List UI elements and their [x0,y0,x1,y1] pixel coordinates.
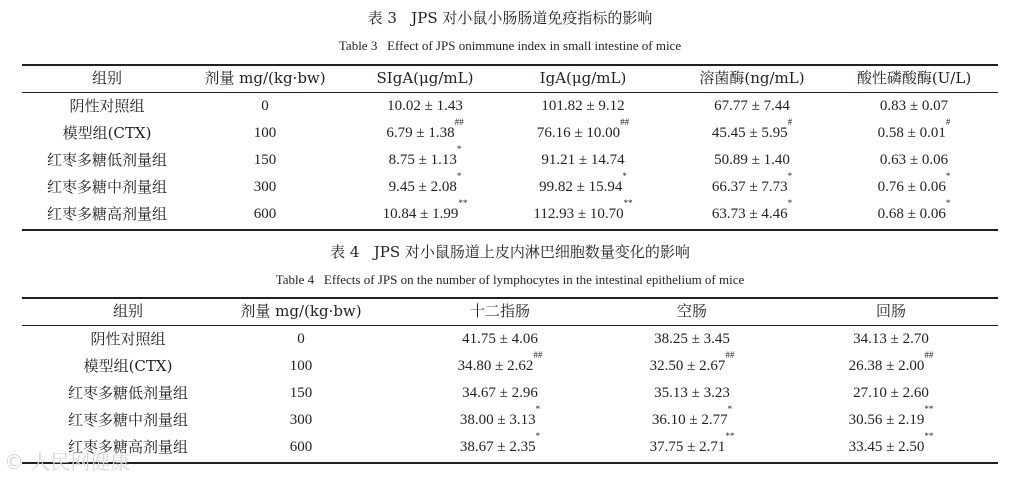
table3-header-0: 组别 [91,69,122,87]
table3-header-5: 酸性磷酸酶(U/L) [856,69,972,87]
table3-cell-r4-c0: 红枣多糖高剂量组 [46,205,167,223]
significance-mark: * [456,171,462,181]
table3-cell-r0-c2: 10.02 ± 1.43 [387,98,463,114]
significance-mark: # [787,117,793,127]
table3-cell-r0-c3: 101.82 ± 9.12 [541,98,625,114]
table3-cell-r1-c5: 0.58 ± 0.01# [877,117,951,141]
table4-cell-r1-c4: 26.38 ± 2.00## [848,350,934,374]
table3-header-4: 溶菌酶(ng/mL) [699,69,805,87]
table4-cell-r3-c3: 36.10 ± 2.77* [651,404,733,428]
table4-header-2: 十二指肠 [469,302,530,320]
significance-mark: * [622,171,627,181]
table4-cell-r2-c3: 35.13 ± 3.23 [654,385,730,401]
table4-header-1: 剂量 mg/(kg·bw) [240,302,362,320]
table4-cell-r2-c1: 150 [289,385,313,401]
table3-cell-r2-c0: 红枣多糖低剂量组 [46,151,167,169]
table3-cell-r0-c4: 67.77 ± 7.44 [714,98,790,114]
significance-mark: ## [533,350,543,360]
significance-mark: # [945,117,951,127]
table4-header-3: 空肠 [676,302,707,320]
table4-title-en: Table 4 Effects of JPS on the number of lymphocytes in the intestinal epithelium of mice [275,272,745,287]
table3-cell-r2-c2: 8.75 ± 1.13* [388,144,462,168]
significance-mark: ## [725,350,735,360]
significance-mark: ** [623,198,633,208]
table4-header-4: 回肠 [875,302,906,320]
table4-cell-r3-c1: 300 [289,412,313,428]
table4-cell-r1-c3: 32.50 ± 2.67## [649,350,735,374]
table4-bottom-rule [22,462,998,464]
significance-mark: * [945,198,951,208]
table4-cell-r4-c2: 38.67 ± 2.35* [459,431,541,455]
significance-mark: * [727,404,733,414]
table3-cell-r4-c1: 600 [253,206,277,222]
table4-cell-r0-c2: 41.75 ± 4.06 [462,331,538,347]
watermark: © 人民网健康 [4,450,131,474]
table3-cell-r2-c5: 0.63 ± 0.06 [879,152,949,168]
table4-cell-r2-c0: 红枣多糖低剂量组 [67,384,188,402]
table3-cell-r3-c1: 300 [253,179,277,195]
significance-mark: ** [924,431,934,441]
table4-cell-r0-c1: 0 [297,331,305,347]
table3-cell-r4-c2: 10.84 ± 1.99** [382,198,468,222]
significance-mark: ## [454,117,464,127]
table3-cell-r2-c3: 91.21 ± 14.74 [541,152,625,168]
table3-header-1: 剂量 mg/(kg·bw) [204,69,326,87]
table4-cell-r2-c2: 34.67 ± 2.96 [462,385,538,401]
table3-cell-r3-c4: 66.37 ± 7.73* [711,171,793,195]
table4-cell-r4-c1: 600 [289,439,313,455]
table3-cell-r1-c0: 模型组(CTX) [62,124,152,142]
table3-cell-r0-c5: 0.83 ± 0.07 [879,98,949,114]
table3-cell-r2-c4: 50.89 ± 1.40 [714,152,790,168]
table3-cell-r4-c5: 0.68 ± 0.06* [877,198,951,222]
table3-title-en: Table 3 Effect of JPS onimmune index in small intestine of mice [338,38,682,53]
significance-mark: ** [458,198,468,208]
table3-header-3: IgA(μg/mL) [539,69,627,87]
table3-cell-r1-c2: 6.79 ± 1.38## [386,117,464,141]
table4-cell-r3-c0: 红枣多糖中剂量组 [67,411,188,429]
significance-mark: * [456,144,462,154]
significance-mark: * [787,171,793,181]
table3-cell-r4-c4: 63.73 ± 4.46* [711,198,793,222]
table4-cell-r0-c4: 34.13 ± 2.70 [853,331,929,347]
significance-mark: * [787,198,793,208]
table3-header-2: SIgA(μg/mL) [376,69,474,87]
table4-cell-r0-c0: 阴性对照组 [90,330,166,348]
table4-cell-r1-c2: 34.80 ± 2.62## [457,350,543,374]
significance-mark: ## [620,117,630,127]
table4-cell-r0-c3: 38.25 ± 3.45 [654,331,730,347]
table4-cell-r3-c2: 38.00 ± 3.13* [459,404,541,428]
table4-cell-r4-c0: 红枣多糖高剂量组 [67,438,188,456]
table3-cell-r1-c3: 76.16 ± 10.00## [536,117,630,141]
table3-cell-r3-c2: 9.45 ± 2.08* [388,171,462,195]
table3-cell-r3-c5: 0.76 ± 0.06* [877,171,951,195]
table4-cell-r1-c1: 100 [289,358,313,374]
table3-cell-r0-c0: 阴性对照组 [69,97,145,115]
table3-cell-r2-c1: 150 [253,152,277,168]
significance-mark: ## [924,350,934,360]
significance-mark: * [945,171,951,181]
significance-mark: * [535,404,541,414]
table3-cell-r4-c3: 112.93 ± 10.70** [533,198,633,222]
table4-cell-r4-c3: 37.75 ± 2.71** [649,431,735,455]
table4-cell-r4-c4: 33.45 ± 2.50** [848,431,934,455]
table3-cell-r0-c1: 0 [261,98,269,114]
table4-cell-r1-c0: 模型组(CTX) [83,357,173,375]
table3-title-cn: 表 3 JPS 对小鼠小肠肠道免疫指标的影响 [367,9,653,27]
table3-bottom-rule [22,229,998,231]
table4-cell-r3-c4: 30.56 ± 2.19** [848,404,934,428]
table3-cell-r3-c0: 红枣多糖中剂量组 [46,178,167,196]
significance-mark: ** [725,431,735,441]
significance-mark: ** [924,404,934,414]
table3-cell-r3-c3: 99.82 ± 15.94* [539,171,627,195]
table4-cell-r2-c4: 27.10 ± 2.60 [853,385,929,401]
table3-cell-r1-c4: 45.45 ± 5.95# [711,117,793,141]
table4-header-0: 组别 [112,302,143,320]
table4-title-cn: 表 4 JPS 对小鼠肠道上皮内淋巴细胞数量变化的影响 [330,243,690,261]
significance-mark: * [535,431,541,441]
table3-cell-r1-c1: 100 [253,125,277,141]
